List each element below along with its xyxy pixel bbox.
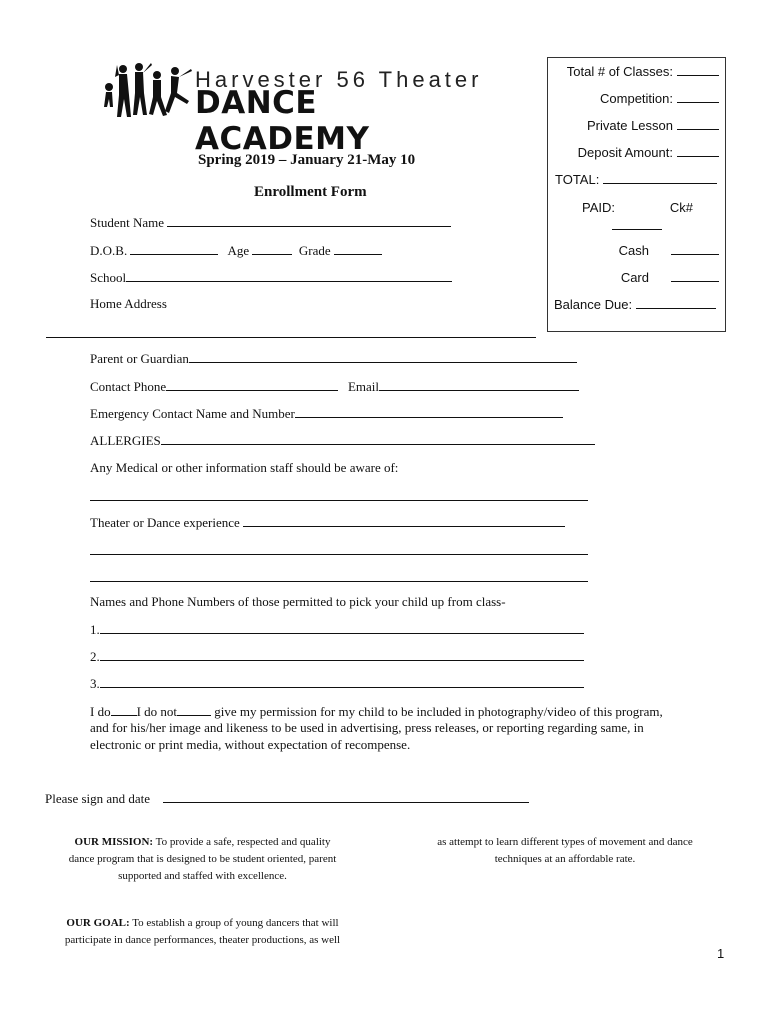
home-address-line[interactable] — [46, 337, 536, 338]
phone-field[interactable] — [166, 378, 338, 391]
ck-label: Ck# — [669, 200, 693, 215]
academy-logo — [95, 55, 490, 157]
student-name-field[interactable] — [90, 214, 451, 231]
mission-heading: OUR MISSION: — [74, 836, 154, 848]
cash-label: Cash — [618, 243, 649, 258]
form-title: Enrollment Form — [254, 184, 367, 200]
card-label: Card — [620, 270, 649, 285]
page-number: 1 — [717, 946, 725, 961]
goal-continued-text-2: techniques at an affordable rate. — [494, 853, 636, 865]
balance-row — [554, 297, 716, 312]
i-do-label: I do — [90, 704, 111, 719]
permission-line-1 — [90, 703, 663, 720]
logo-line-1: Harvester 56 Theater — [195, 67, 483, 92]
experience-field[interactable] — [90, 514, 565, 531]
medical-label: Any Medical or other information staff should be aware of: — [90, 460, 399, 475]
age-field[interactable] — [252, 242, 292, 255]
private-lesson-label: Private Lesson — [587, 118, 673, 133]
experience-label: Theater or Dance experience — [90, 515, 240, 530]
deposit-label: Deposit Amount: — [577, 145, 673, 160]
pickup-2-label: 2. — [90, 649, 100, 664]
goal-continued-block — [405, 834, 725, 868]
mission-text-3: supported and staffed with excellence. — [118, 870, 287, 882]
session-title: Spring 2019 – January 21-May 10 — [198, 152, 416, 168]
emergency-field[interactable] — [90, 405, 563, 422]
logo-line-2: DANCE ACADEMY — [195, 85, 370, 157]
age-label: Age — [227, 243, 250, 258]
goal-heading: OUR GOAL: — [66, 917, 130, 929]
phone-label: Contact Phone — [90, 379, 167, 394]
permission-text-1: give my permission for my child to be included in photography/video of this program, — [214, 704, 663, 719]
balance-label: Balance Due: — [554, 297, 633, 312]
goal-continued-text-1: as attempt to learn different types of movement and dance — [437, 836, 693, 848]
signature-label: Please sign and date — [45, 791, 151, 806]
cash-row — [619, 243, 719, 258]
pickup-2-field[interactable] — [90, 648, 584, 665]
office-use-box — [547, 57, 726, 332]
allergies-field[interactable] — [90, 432, 595, 449]
permission-text-2: and for his/her image and likeness to be used in advertising, press releases, or reporting regarding same, in — [90, 720, 644, 735]
deposit-row — [578, 145, 719, 160]
student-name-label: Student Name — [90, 215, 165, 230]
dob-field[interactable] — [130, 242, 218, 255]
email-field[interactable] — [379, 378, 579, 391]
total-classes-row — [567, 64, 719, 79]
parent-field[interactable] — [90, 350, 577, 367]
permission-text-3: electronic or print media, without expectation of recompense. — [90, 737, 411, 752]
goal-text-1: To establish a group of young dancers that will — [132, 917, 339, 929]
school-label: School — [90, 270, 127, 285]
experience-line-3[interactable] — [90, 581, 588, 582]
dob-label: D.O.B. — [90, 243, 128, 258]
school-field[interactable] — [90, 269, 452, 286]
dob-age-grade-row — [90, 242, 382, 259]
paid-line — [612, 229, 662, 230]
competition-label: Competition: — [600, 91, 673, 106]
mission-block — [40, 834, 365, 885]
experience-line-2[interactable] — [90, 554, 588, 555]
allergies-label: ALLERGIES — [90, 433, 161, 448]
pickup-1-label: 1. — [90, 622, 100, 637]
goal-text-2: participate in dance performances, theater productions, as well — [64, 934, 341, 946]
total-classes-label: Total # of Classes: — [566, 64, 673, 79]
paid-label: PAID: — [582, 200, 615, 215]
emergency-label: Emergency Contact Name and Number — [90, 406, 295, 421]
grade-label: Grade — [298, 243, 331, 258]
email-label: Email — [347, 379, 379, 394]
pickup-label: Names and Phone Numbers of those permitted to pick your child up from class- — [90, 594, 506, 609]
private-lesson-row — [587, 118, 719, 133]
i-do-field[interactable] — [111, 703, 137, 716]
pickup-3-label: 3. — [90, 676, 100, 691]
grade-field[interactable] — [334, 242, 382, 255]
mission-text-2: dance program that is designed to be student oriented, parent — [68, 853, 337, 865]
home-address-label: Home Address — [90, 296, 167, 311]
competition-row — [600, 91, 719, 106]
medical-line[interactable] — [90, 500, 588, 501]
dancers-silhouette-icon — [95, 55, 193, 125]
card-row — [621, 270, 719, 285]
signature-field[interactable] — [45, 790, 529, 807]
parent-label: Parent or Guardian — [90, 351, 189, 366]
i-do-not-label: I do not — [136, 704, 178, 719]
i-do-not-field[interactable] — [177, 703, 211, 716]
pickup-3-field[interactable] — [90, 675, 584, 692]
phone-email-row — [90, 378, 579, 395]
mission-text-1: To provide a safe, respected and quality — [155, 836, 331, 848]
goal-block — [40, 915, 365, 949]
total-label: TOTAL: — [555, 172, 600, 187]
total-row — [555, 172, 717, 187]
pickup-1-field[interactable] — [90, 621, 584, 638]
